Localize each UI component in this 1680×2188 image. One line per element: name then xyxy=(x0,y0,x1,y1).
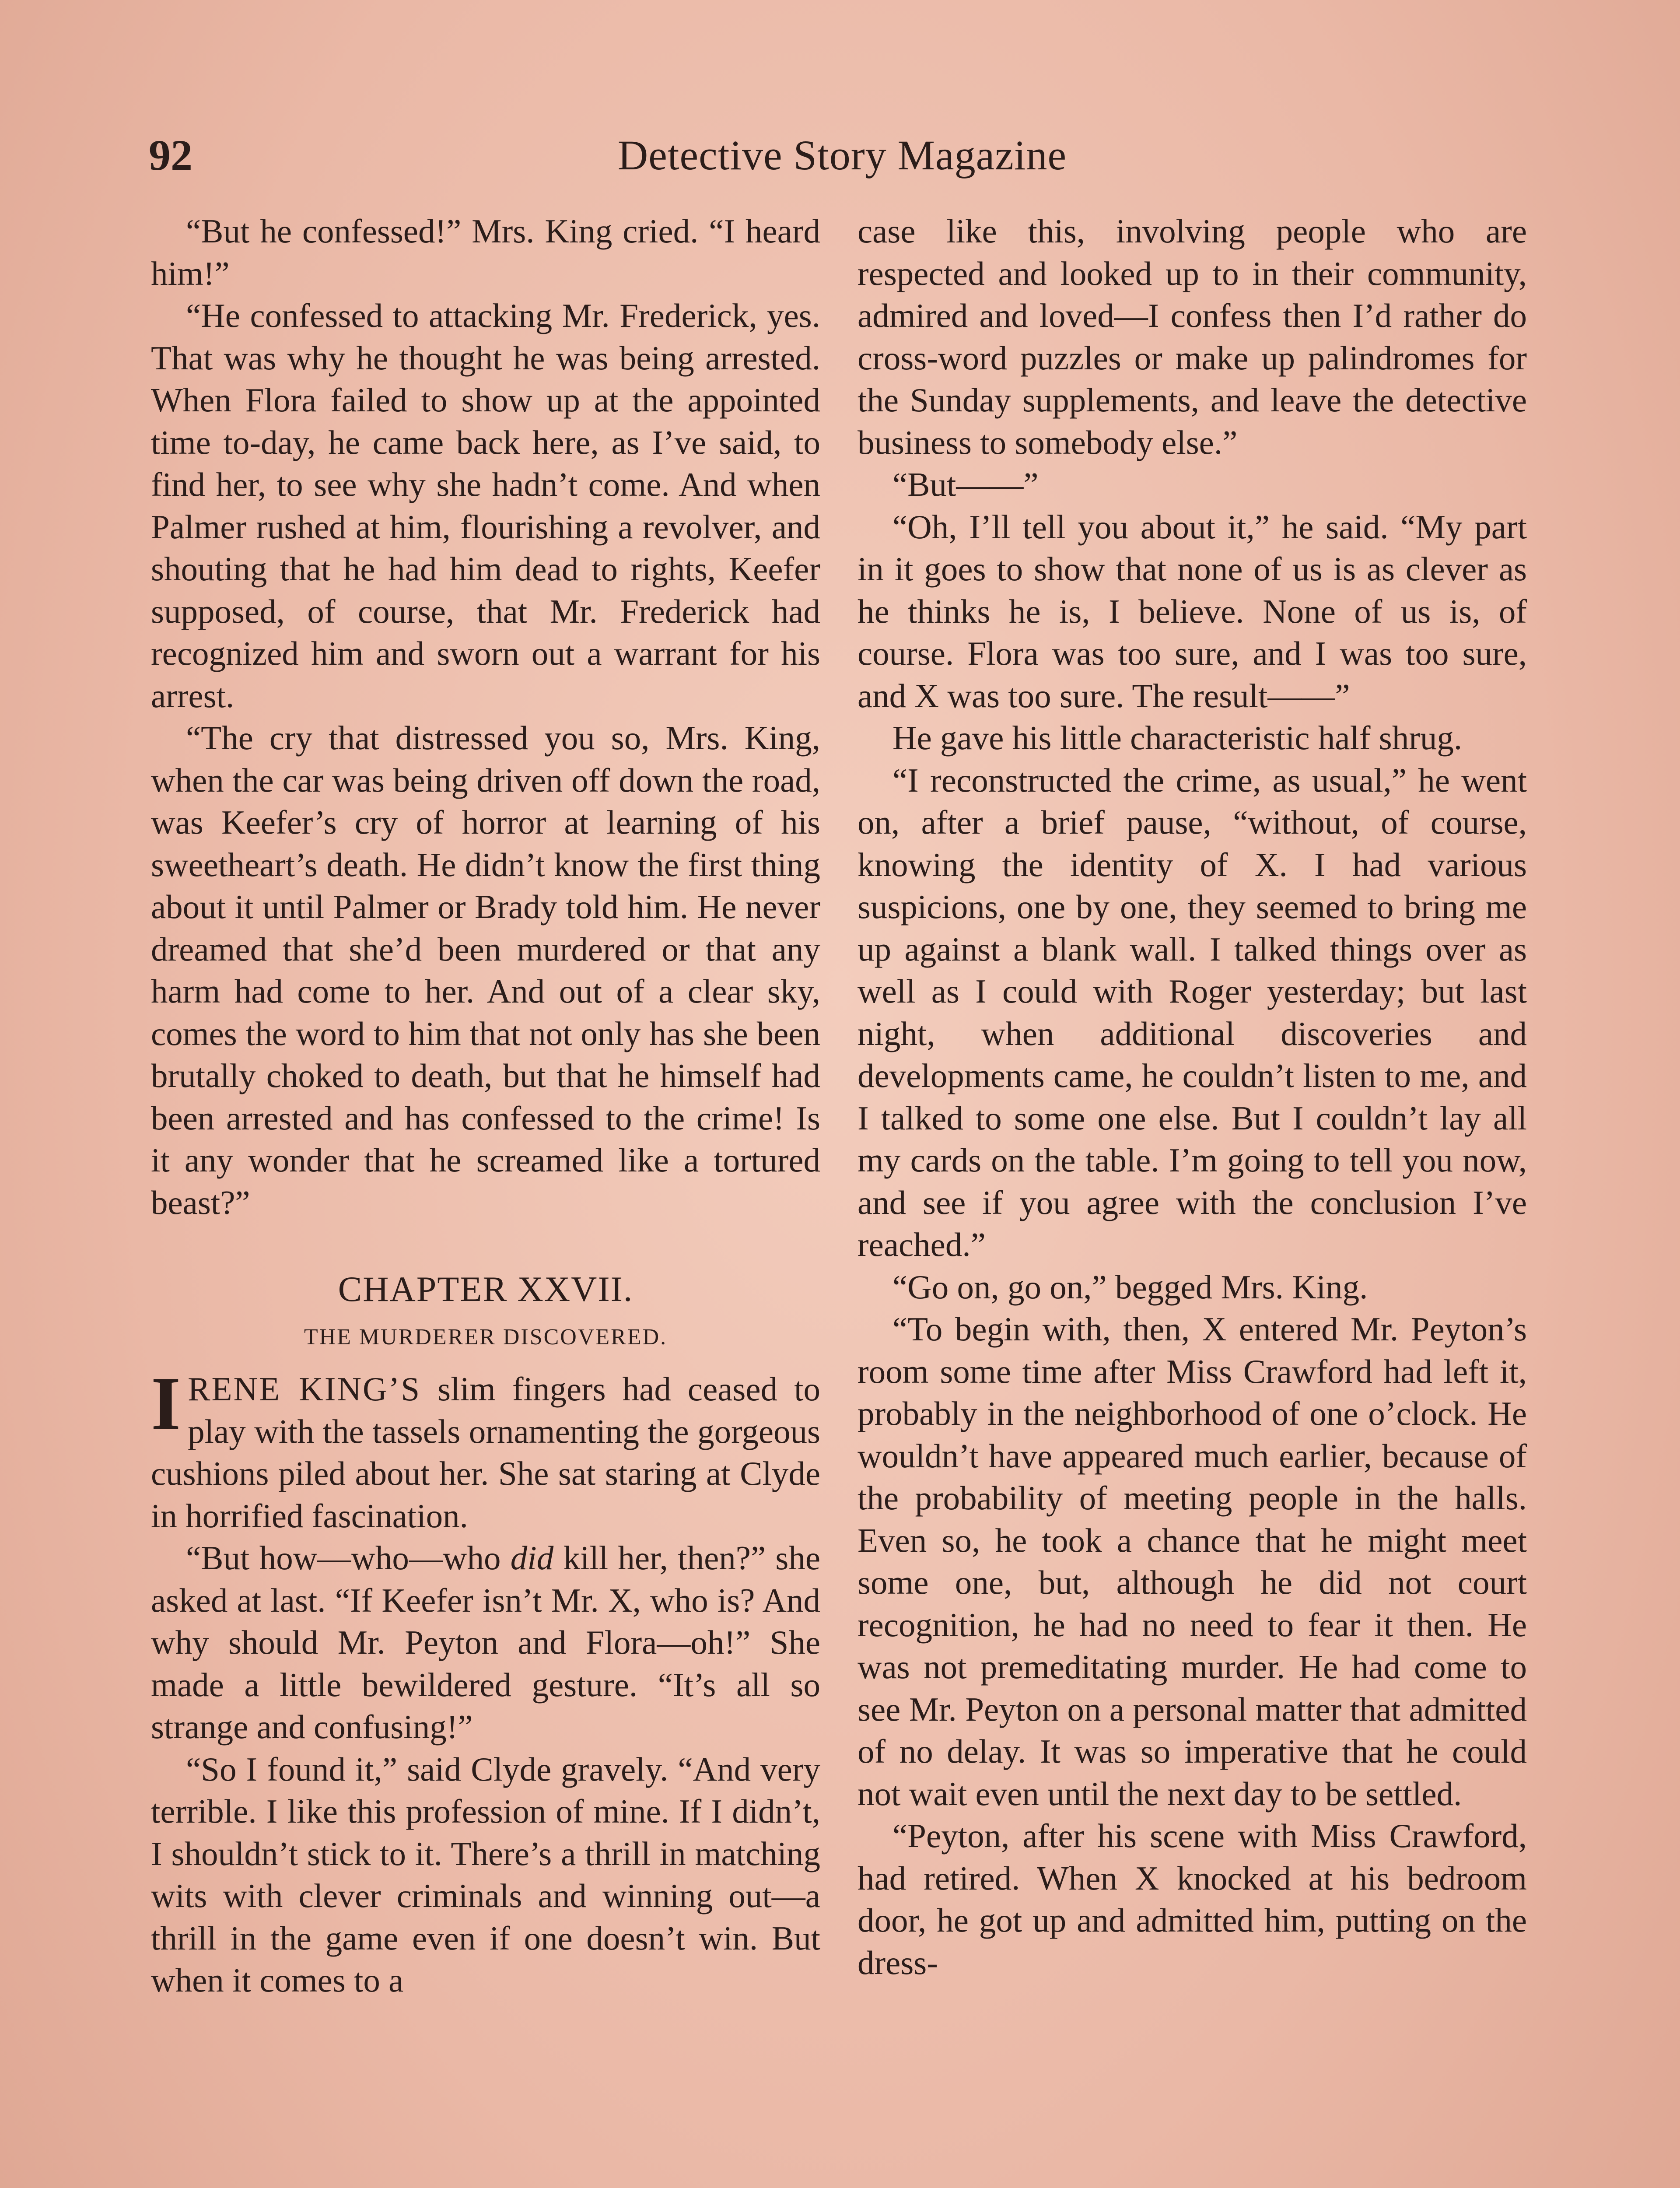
paragraph: “To begin with, then, X entered Mr. Peyton’s room some time after Miss Crawford had left it, probably in the neighborhood of one o’clock. He wouldn’t have appeared much earlier, because of the probability of meeting people in the halls. Even so, he took a chance that he might meet some one, but, although he did not court recognition, he had no need to fear it then. He was not premeditating murder. He had come to see Mr. Peyton on a personal matter that admitted of no delay. It was so imperative that he could not wait even until the next day to be settled. xyxy=(858,1310,1527,1813)
paragraph: “He confessed to attacking Mr. Frederick, yes. That was why he thought he was being arrested. When Flora failed to show up at the appointed time to-day, he came back here, as I’ve said, to find her, to see why she hadn’t come. And when Palmer rushed at him, flourishing a revolver, and shouting that he had him dead to rights, Keefer supposed, of course, that Mr. Frederick had recognized him and sworn out a warrant for his arrest. xyxy=(151,297,820,715)
page-header xyxy=(149,127,1536,193)
paragraph: “Oh, I’ll tell you about it,” he said. “My part in it goes to show that none of us is as clever as he thinks he is, I believe. None of us is, of course. Flora was too sure, and I was too sure, and X was too sure. The result——” xyxy=(858,508,1527,715)
emphasized-word: did xyxy=(510,1539,554,1577)
drop-cap: I xyxy=(151,1361,181,1446)
chapter-heading: CHAPTER XXVII. xyxy=(338,1269,634,1309)
chapter-subtitle: THE MURDERER DISCOVERED. xyxy=(304,1325,668,1350)
paragraph: “So I found it,” said Clyde gravely. “And very terrible. I like this profession of mine. If I didn’t, I shouldn’t stick to it. There’s a thrill in matching wits with clever criminals and winning out—a thrill in the game even if one doesn’t win. But when it comes to a xyxy=(151,1750,820,1999)
paragraph xyxy=(151,1537,820,1748)
right-column xyxy=(858,210,1527,1984)
paragraph: case like this, involving people who are respected and looked up to in their community, admired and loved—I confess then I’d rather do cross-word puzzles or make up palindromes for the Sunday supplements, and leave the detective business to somebody else.” xyxy=(858,212,1527,461)
paragraph-text: kill her, then?” she asked at last. “If Keefer isn’t Mr. X, who is? And why should Mr. Peyton and Flora—oh!” She made a little bewildered gesture. “It’s all so strange and confusing!” xyxy=(151,1539,821,1746)
paragraph: “Peyton, after his scene with Miss Crawford, had retired. When X knocked at his bedroom door, he got up and admitted him, putting on the dress- xyxy=(858,1817,1527,1981)
chapter-opening-paragraph xyxy=(151,1361,820,1537)
left-column xyxy=(151,210,820,2002)
paragraph: “I reconstructed the crime, as usual,” he went on, after a brief pause, “without, of course, knowing the identity of X. I had various suspicions, one by one, they seemed to bring me up against a blank wall. I talked things over as well as I could with Roger yesterday; but last night, when additional discoveries and developments came, he couldn’t listen to me, and I talked to some one else. But I couldn’t lay all my cards on the table. I’m going to tell you now, and see if you agree with the conclusion I’ve reached.” xyxy=(858,761,1527,1263)
running-title: Detective Story Magazine xyxy=(617,132,1067,179)
paragraph-text: “But how—who—who xyxy=(186,1539,511,1577)
paragraph: “But he confessed!” Mrs. King cried. “I heard him!” xyxy=(151,212,820,292)
page-number: 92 xyxy=(149,131,192,179)
paragraph: “The cry that distressed you so, Mrs. King, when the car was being driven off down the road, was Keefer’s cry of horror at learning of his sweetheart’s death. He didn’t know the first thing about it until Palmer or Brady told him. He never dreamed that she’d been murdered or that any harm had come to her. And out of a clear sky, comes the word to him that not only has she been brutally choked to death, but that he himself had been arrested and has confessed to the crime! Is it any wonder that he screamed like a tortured beast?” xyxy=(151,719,820,1221)
paragraph: “Go on, go on,” begged Mrs. King. xyxy=(892,1268,1368,1306)
paragraph-text: slim fingers had ceased to play with the tassels ornamenting the gorgeous cushions piled about her. She sat staring at Clyde in horrified fascination. xyxy=(151,1370,820,1535)
paragraph: “But——” xyxy=(892,466,1039,503)
paragraph: He gave his little characteristic half shrug. xyxy=(892,719,1463,757)
opening-words: RENE KING’S xyxy=(188,1370,421,1408)
